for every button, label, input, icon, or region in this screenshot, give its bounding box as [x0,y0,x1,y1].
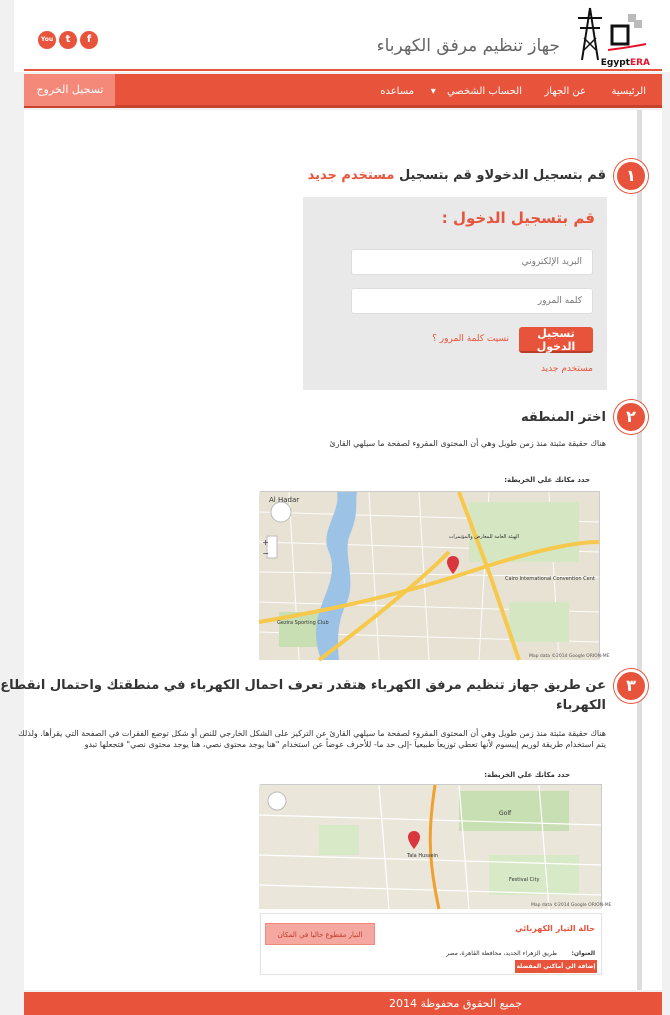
power-cut-badge: التيار مقطوع حاليا في المكان [265,923,375,945]
power-status-title: حالة التيار الكهربائي [515,924,595,933]
footer: جميع الحقوق محفوظة 2014 [24,992,662,1015]
map1-label-convention: Cairo International Convention Cent [505,576,595,582]
map2-attribution: Map data ©2014 Google ORION-ME [531,903,612,908]
step-3-description: هناك حقيقة مثبتة منذ زمن طويل وهي أن المحتوى المقروء لصفحة ما سيلهي القارئ عن التركيز على الشكل الخارجي للنص أو شكل توضع الفقرات في الصفحة التي يقرأها. ولذلك يتم استخدام طريقة لوريم إيبسوم لأنها تعطي توزيعاَ طبيعياَ -إلى حد ما- للأحرف عوضاً عن استخدام "هنا يوجد محتوى نصي، هنا يوجد محتوى نصي" فتجعلها تبدو [18,729,606,749]
social-links [38,31,98,61]
address-label: العنوان: [571,950,595,957]
map1-zoom-in[interactable]: + [262,538,269,547]
map-search-label-2: حدد مكانك علي الخريطة: [484,771,570,779]
main-nav [24,74,662,108]
twitter-icon[interactable]: t [59,31,77,49]
nav-account[interactable] [431,86,522,97]
map1-label-hadar: Al Hadar [269,496,300,504]
login-button[interactable]: تسجيل الدخول [519,327,593,353]
step-2-heading: اختر المنطقه [520,410,606,425]
step-2-description: هناك حقيقة مثبتة منذ زمن طويل وهي أن المحتوى المقروء لصفحة ما سيلهي القارئ [329,439,606,448]
new-user-link[interactable]: مستخدم جديد [540,364,593,374]
step-number-1: ١ [614,159,648,193]
map-view-1[interactable] [260,491,610,659]
address-value: طريق الزهراء الجديد، محافظة القاهرة، مصر [446,950,557,957]
map1-zoom-out[interactable]: − [262,549,269,558]
nav-account-label: الحساب الشخصي [446,86,522,97]
map-search-label: حدد مكانك علي الخريطة: [504,476,590,484]
add-to-favorites-button[interactable]: إضافة الي أماكني المفضلة [515,960,597,973]
map2-label-tala: Tala Hussein [407,853,439,859]
password-field[interactable] [351,288,593,314]
header-divider [24,69,662,71]
header [14,0,670,72]
step-1-heading-part1: قم بتسجيل الدخول [484,168,606,183]
step-1-heading [308,168,606,183]
step-1-heading-part2: او قم بتسجيل [394,168,485,183]
step-number-2: ٢ [614,400,648,434]
map2-label-golf: Golf [499,810,512,817]
nav-about[interactable]: عن الجهاز [544,86,586,97]
logo-text [582,58,650,68]
forgot-password-link[interactable]: نسيت كلمة المرور ؟ [432,334,509,344]
chevron-down-icon: ▾ [430,86,436,97]
timeline-line [637,110,642,990]
logo-text-era: ERA [629,58,650,68]
step-1-new-user-link[interactable]: مستخدم جديد [307,168,395,183]
map1-label-exhibitions: الهيئة العامة للمعارض والمؤتمرات [448,534,519,540]
step-3-heading-line2: الكهرباء [556,698,606,713]
map-view-2[interactable] [260,784,612,908]
power-status-card [260,913,602,975]
map1-attribution: Map data ©2014 Google ORION-ME [529,654,610,659]
step-number-3: ٣ [614,669,648,703]
email-field[interactable] [351,249,593,275]
map1-label-gezira: Gezira Sporting Club [277,620,329,626]
logo-text-egypt: Egypt [600,58,630,68]
nav-home[interactable]: الرئيسية [611,86,646,97]
site-title: جهاز تنظيم مرفق الكهرباء [376,36,560,56]
login-title: قم بتسجيل الدخول : [441,209,595,227]
facebook-icon[interactable]: f [80,31,98,49]
nav-help[interactable]: مساعده [380,86,414,97]
login-form [303,197,607,390]
map2-label-festival: Festival City [509,877,540,883]
youtube-icon[interactable]: You Tube [38,31,56,49]
logout-button[interactable]: تسجيل الخروج [24,74,115,106]
step-3-heading-line1: عن طريق جهاز تنظيم مرفق الكهرباء هتقدر تعرف احمال الكهرباء في منطقتك واحتمال انقطاع [0,678,606,693]
